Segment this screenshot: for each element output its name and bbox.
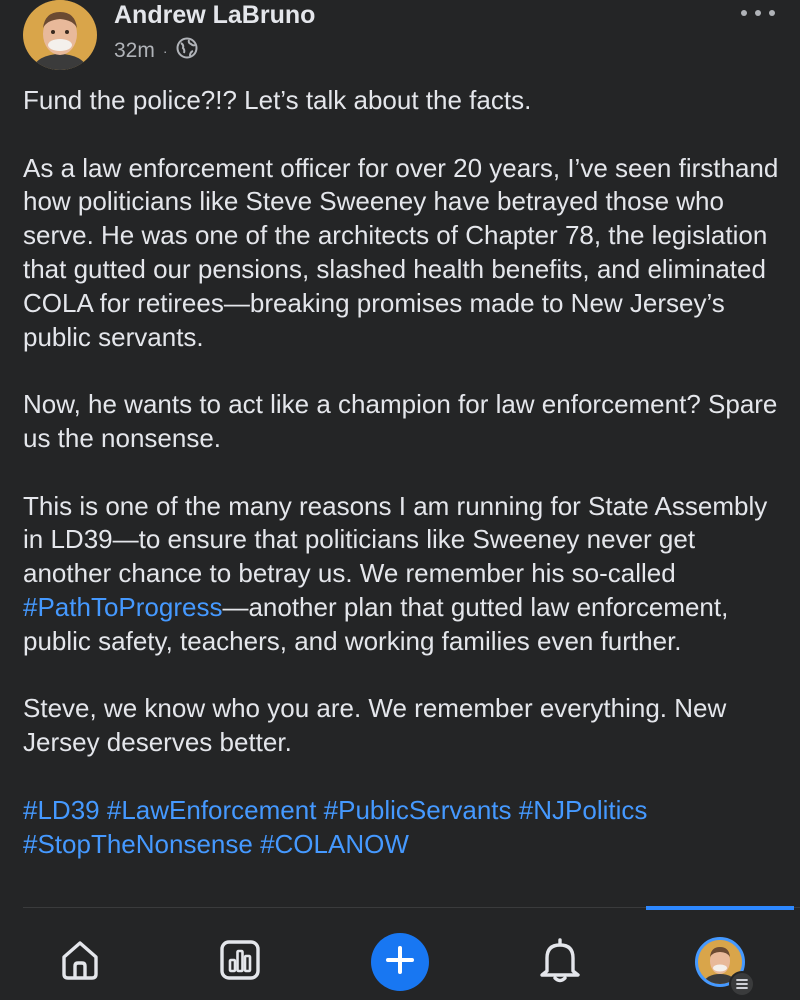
nav-notifications[interactable] <box>530 932 590 992</box>
author-avatar[interactable] <box>23 0 97 70</box>
nav-insights[interactable] <box>210 932 270 992</box>
post-meta <box>114 38 198 64</box>
author-name[interactable]: Andrew LaBruno <box>114 1 316 29</box>
globe-icon <box>176 37 198 65</box>
post-paragraph: Steve, we know who you are. We remember everything. New Jersey deserves better. <box>23 693 727 758</box>
create-button[interactable] <box>371 933 429 991</box>
post-paragraph: As a law enforcement officer for over 20 years, I’ve seen firsthand how politicians like Steve Sweeney have betrayed those who serve. He was one of the architects of Chapter 78, the legislation that gutted our pensions, slashed health benefits, and eliminated COLA for retirees—breaking promises made to New Jersey’s public servants. <box>23 152 779 352</box>
hashtag-link[interactable]: #LawEnforcement <box>106 794 317 825</box>
hashtag-link[interactable]: #StopTheNonsense <box>23 828 253 859</box>
home-icon <box>58 938 102 987</box>
hashtag-link[interactable]: #PathToProgress <box>23 591 223 622</box>
hashtag-list <box>23 794 783 862</box>
post-paragraph-campaign <box>23 490 783 659</box>
hashtag-link[interactable]: #PublicServants <box>323 794 512 825</box>
hashtag-link[interactable]: #LD39 <box>23 794 100 825</box>
bell-icon <box>538 937 582 988</box>
campaign-text-before: This is one of the many reasons I am running for State Assembly in LD39—to ensure that politicians like Sweeney never get another chance to betray us. We remember his so-called <box>23 490 768 589</box>
post-paragraph: Fund the police?!? Let’s talk about the facts. <box>23 85 532 115</box>
nav-create[interactable] <box>370 932 430 992</box>
hashtag-link[interactable]: #COLANOW <box>260 828 409 859</box>
post-body <box>23 84 783 861</box>
more-horizontal-icon[interactable] <box>741 6 775 20</box>
campaign-text-after: —another plan that gutted law enforcement, public safety, teachers, and working families even further. <box>23 591 729 656</box>
menu-icon <box>729 971 755 997</box>
post-timestamp[interactable]: 32m <box>114 39 155 62</box>
post-paragraph: Now, he wants to act like a champion for law enforcement? Spare us the nonsense. <box>23 389 778 453</box>
profile-avatar-icon <box>695 937 745 987</box>
nav-home[interactable] <box>50 932 110 992</box>
bottom-navigation <box>0 908 800 1000</box>
bar-chart-icon <box>218 938 262 987</box>
post-header <box>0 0 800 80</box>
nav-profile[interactable] <box>690 932 750 992</box>
plus-icon <box>385 945 415 980</box>
hashtag-link[interactable]: #NJPolitics <box>518 794 648 825</box>
meta-separator: · <box>162 43 168 59</box>
